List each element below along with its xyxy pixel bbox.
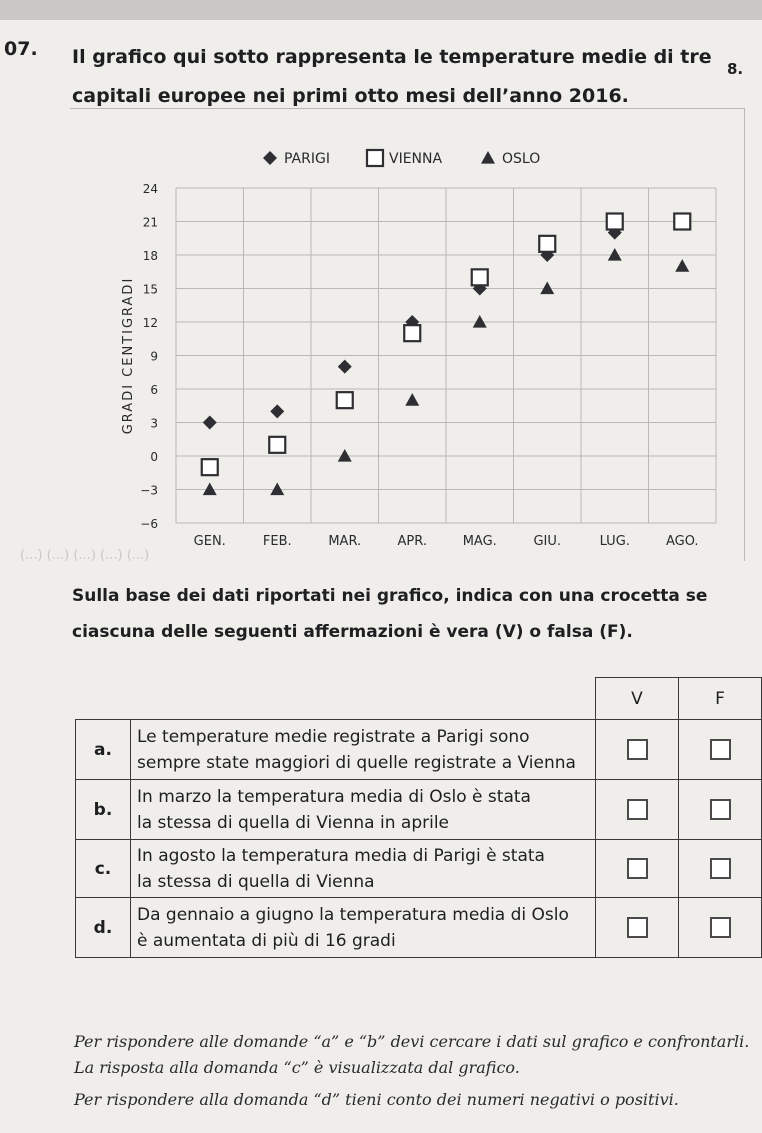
statement-text xyxy=(131,898,596,958)
statement-line: la stessa di quella di Vienna in aprile xyxy=(137,812,450,833)
statement-letter: d. xyxy=(76,898,131,958)
statement-row-a xyxy=(76,720,762,780)
data-point-vienna xyxy=(269,437,285,453)
data-point-oslo xyxy=(473,315,487,328)
y-tick-label: 3 xyxy=(150,416,158,431)
statement-line: Le temperature medie registrate a Parigi sono xyxy=(137,726,530,747)
checkbox-a-false[interactable] xyxy=(710,739,731,760)
statement-letter: a. xyxy=(76,720,131,780)
x-tick-label: AGO. xyxy=(665,534,699,549)
data-point-parigi xyxy=(338,360,352,374)
checkbox-d-true[interactable] xyxy=(627,917,648,938)
x-tick-label: GEN. xyxy=(193,534,226,549)
x-tick-label: MAG. xyxy=(462,534,497,549)
y-tick-label: 9 xyxy=(150,349,158,364)
legend-label-parigi: PARIGI xyxy=(284,151,330,167)
data-point-oslo xyxy=(675,259,689,272)
statement-text xyxy=(131,780,596,840)
y-tick-label: 0 xyxy=(150,450,158,464)
y-tick-label: −3 xyxy=(140,483,158,498)
data-point-vienna xyxy=(472,269,488,285)
y-tick-label: −6 xyxy=(140,517,158,531)
checkbox-d-false[interactable] xyxy=(710,917,731,938)
statement-text xyxy=(131,720,596,780)
data-point-oslo xyxy=(270,483,284,496)
statement-row-d xyxy=(76,898,762,958)
x-tick-label: FEB. xyxy=(262,534,292,549)
hint-ab: Per rispondere alle domande “a” e “b” devi cercare i dati sul grafico e confrontarli. xyxy=(74,1032,750,1051)
statement-line: sempre state maggiori di quelle registrate a Vienna xyxy=(137,752,576,773)
checkbox-a-true[interactable] xyxy=(627,739,648,760)
legend-marker-oslo xyxy=(481,151,495,164)
y-tick-label: 15 xyxy=(142,282,158,297)
x-tick-label: MAR. xyxy=(328,534,362,549)
legend-marker-vienna xyxy=(367,150,383,166)
y-tick-label: 24 xyxy=(142,182,158,196)
question-points: 8. xyxy=(727,60,744,78)
legend-label-oslo: OSLO xyxy=(502,151,541,167)
statement-line: In agosto la temperatura media di Parigi è stata xyxy=(137,845,545,866)
statement-line: In marzo la temperatura media di Oslo è stata xyxy=(137,786,531,807)
x-tick-label: GIU. xyxy=(533,534,562,549)
hint-c: La risposta alla domanda “c” è visualizzata dal grafico. xyxy=(74,1058,520,1077)
table-header-blank xyxy=(76,678,596,720)
statement-row-c xyxy=(76,840,762,898)
statement-line: è aumentata di più di 16 gradi xyxy=(137,930,396,951)
data-point-vienna xyxy=(202,459,218,475)
checkbox-b-false[interactable] xyxy=(710,799,731,820)
x-tick-label: APR. xyxy=(397,534,427,549)
data-point-vienna xyxy=(674,214,690,230)
data-point-vienna xyxy=(539,236,555,252)
statement-text xyxy=(131,840,596,898)
legend-marker-parigi xyxy=(263,151,277,165)
y-axis-label: GRADI CENTIGRADI xyxy=(121,276,136,435)
checkbox-b-true[interactable] xyxy=(627,799,648,820)
data-point-oslo xyxy=(203,483,217,496)
y-tick-label: 6 xyxy=(150,383,158,397)
statement-line: la stessa di quella di Vienna xyxy=(137,871,375,892)
hint-d: Per rispondere alla domanda “d” tieni conto dei numeri negativi o positivi. xyxy=(74,1090,679,1109)
data-point-vienna xyxy=(404,325,420,341)
column-header-v: V xyxy=(596,678,679,720)
data-point-oslo xyxy=(405,393,419,406)
data-point-oslo xyxy=(608,248,622,261)
question-text: Il grafico qui sotto rappresenta le temperature medie di tre capitali europee nei primi otto mesi dell’anno 2016. xyxy=(72,46,712,107)
data-point-oslo xyxy=(338,449,352,462)
data-point-parigi xyxy=(270,404,284,418)
faded-text: (...) (...) (...) (...) (...) xyxy=(20,548,150,563)
data-point-vienna xyxy=(337,392,353,408)
statement-row-b xyxy=(76,780,762,840)
checkbox-c-false[interactable] xyxy=(710,858,731,879)
data-point-parigi xyxy=(203,416,217,430)
temperature-chart xyxy=(70,108,744,558)
column-header-f: F xyxy=(679,678,762,720)
data-point-oslo xyxy=(540,282,554,295)
data-point-vienna xyxy=(607,214,623,230)
x-tick-label: LUG. xyxy=(599,534,630,549)
legend-label-vienna: VIENNA xyxy=(389,151,443,167)
statement-line: Da gennaio a giugno la temperatura media di Oslo xyxy=(137,904,569,925)
y-tick-label: 21 xyxy=(142,215,158,230)
statement-letter: c. xyxy=(76,840,131,898)
true-false-table xyxy=(75,677,762,958)
top-bar xyxy=(0,0,762,20)
statement-letter: b. xyxy=(76,780,131,840)
question-number: 07. xyxy=(4,38,38,60)
y-tick-label: 18 xyxy=(142,249,158,263)
checkbox-c-true[interactable] xyxy=(627,858,648,879)
instructions: Sulla base dei dati riportati nei grafico, indica con una crocetta se ciascuna delle seguenti affermazioni è vera (V) o falsa (F). xyxy=(72,586,708,642)
y-tick-label: 12 xyxy=(142,316,158,330)
